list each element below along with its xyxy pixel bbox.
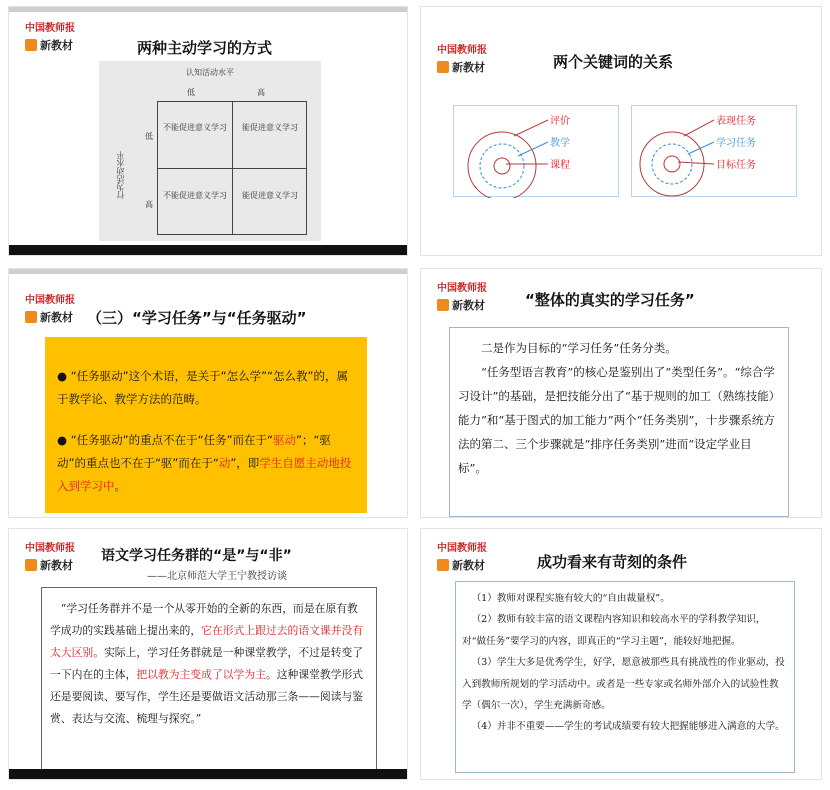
matrix-cell: 不能促进意义学习 <box>163 123 227 132</box>
brand-badge-icon <box>25 559 37 571</box>
brand-badge-icon <box>25 39 37 51</box>
brand-badge-icon <box>437 61 449 73</box>
slide-title: “整体的真实的学习任务” <box>525 291 695 309</box>
slide-title: （三）“学习任务”与“任务驱动” <box>87 309 307 327</box>
concentric-circles-right <box>632 106 798 198</box>
matrix-cell: 能促进意义学习 <box>242 191 298 200</box>
brand-logo: 中国教师报 新教材 <box>25 543 75 572</box>
matrix-row-low: 低 <box>145 132 153 141</box>
bullet-1: ● “任务驱动”这个术语，是关于“怎么学”“怎么教”的，属于教学论、教学方法的范畴。 <box>57 369 348 406</box>
matrix-row-high: 高 <box>145 200 153 209</box>
yellow-callout <box>45 337 367 513</box>
paragraph-1: 二是作为目标的“学习任务”任务分类。 <box>481 341 677 355</box>
brand-badge-icon <box>25 311 37 323</box>
label-performance-task: 表现任务 <box>716 116 756 127</box>
brand-logo: 中国教师报 新教材 <box>437 543 487 572</box>
matrix-col-axis-label: 认知活动水平 <box>186 68 234 77</box>
matrix-grid <box>157 101 307 235</box>
slide-title: 成功看来有苛刻的条件 <box>537 553 688 571</box>
content-box <box>449 327 789 517</box>
diagram-left <box>453 105 619 197</box>
paragraph-2: “任务型语言教育”的核心是鉴别出了“类型任务”。“综合学习设计”的基础，是把技能分出了“基于规则的加工（熟练技能）能力”和“基于图式的加工能力”两个“任务类别”，十步骤系统方法的第二、三个步骤就是“排序任务类别”进而“设定学业目标”。 <box>458 365 775 475</box>
brand-logo: 中国教师报 新教材 <box>437 45 487 74</box>
slide-active-learning <box>8 6 408 256</box>
slide-top-bar <box>9 7 407 12</box>
brand-badge-icon <box>437 299 449 311</box>
matrix-photo <box>99 61 321 241</box>
brand-badge-icon <box>437 559 449 571</box>
brand-logo: 中国教师报 新教材 <box>25 23 75 52</box>
slide-holistic-task <box>420 268 822 518</box>
slide-strict-conditions <box>420 528 822 780</box>
slide-title: 两个关键词的关系 <box>553 53 674 71</box>
label-curriculum: 课程 <box>550 160 570 171</box>
slide-title: 语文学习任务群的“是”与“非” <box>101 548 292 564</box>
label-teaching: 教学 <box>550 138 570 149</box>
diagram-right <box>631 105 797 197</box>
slide-title: 两种主动学习的方式 <box>137 39 273 57</box>
slide-subtitle: ——北京师范大学王宁教授访谈 <box>147 571 287 582</box>
matrix-row-axis-label: 行为活动水平 <box>116 151 125 199</box>
slide-task-driven <box>8 268 408 518</box>
brand-logo: 中国教师报 新教材 <box>25 295 75 324</box>
slide-top-bar <box>9 269 407 274</box>
label-learning-task: 学习任务 <box>716 138 756 149</box>
quote-text: “学习任务群并不是一个从零开始的全新的东西，而是在原有教学成功的实践基础上提出来的，它在形式上跟过去的语文课并没有太大区别。实际上，学习任务群就是一种课堂教学，不过是转变了一下内在的主体，把以教为主变成了以学为主。这种课堂教学形式还是要阅读、要写作，学生还是要做语文活动那三条——阅读与鉴赏、表达与交流、梳理与探究。” <box>50 602 364 725</box>
bullet-2: ● “任务驱动”的重点不在于“任务”而在于“驱动”；“驱动”的重点也不在于“驱”而在于“动”，即学生自愿主动地投入到学习中。 <box>57 433 352 493</box>
list-item: （4）并非不重要——学生的考试成绩要有较大把握能够进入满意的大学。 <box>471 721 785 733</box>
conditions-list <box>455 581 795 773</box>
slide-two-keywords <box>420 6 822 256</box>
player-bar <box>9 245 407 255</box>
list-item: （2）教师有较丰富的语文课程内容知识和较高水平的学科教学知识，对“做任务”要学习的内容，即真正的“学习主题”，能较好地把握。 <box>462 614 766 647</box>
label-goal-task: 目标任务 <box>716 160 756 171</box>
slide-yes-no <box>8 528 408 780</box>
matrix-col-high: 高 <box>257 88 265 97</box>
matrix-col-low: 低 <box>187 88 195 97</box>
matrix-cell: 能促进意义学习 <box>242 123 298 132</box>
matrix-cell: 不能促进意义学习 <box>163 191 227 200</box>
list-item: （1）教师对课程实施有较大的“自由裁量权”。 <box>471 593 670 604</box>
label-evaluation: 评价 <box>550 116 570 127</box>
player-bar <box>9 769 407 779</box>
concentric-circles-left <box>454 106 620 198</box>
brand-logo: 中国教师报 新教材 <box>437 283 487 312</box>
list-item: （3）学生大多是优秀学生，好学，愿意被那些具有挑战性的作业驱动，投入到教师所规划的学习活动中。或者是一些专家或名师外部介入的试验性教学（偶尔一次），学生充满新奇感。 <box>462 657 785 712</box>
quote-box <box>41 587 377 773</box>
